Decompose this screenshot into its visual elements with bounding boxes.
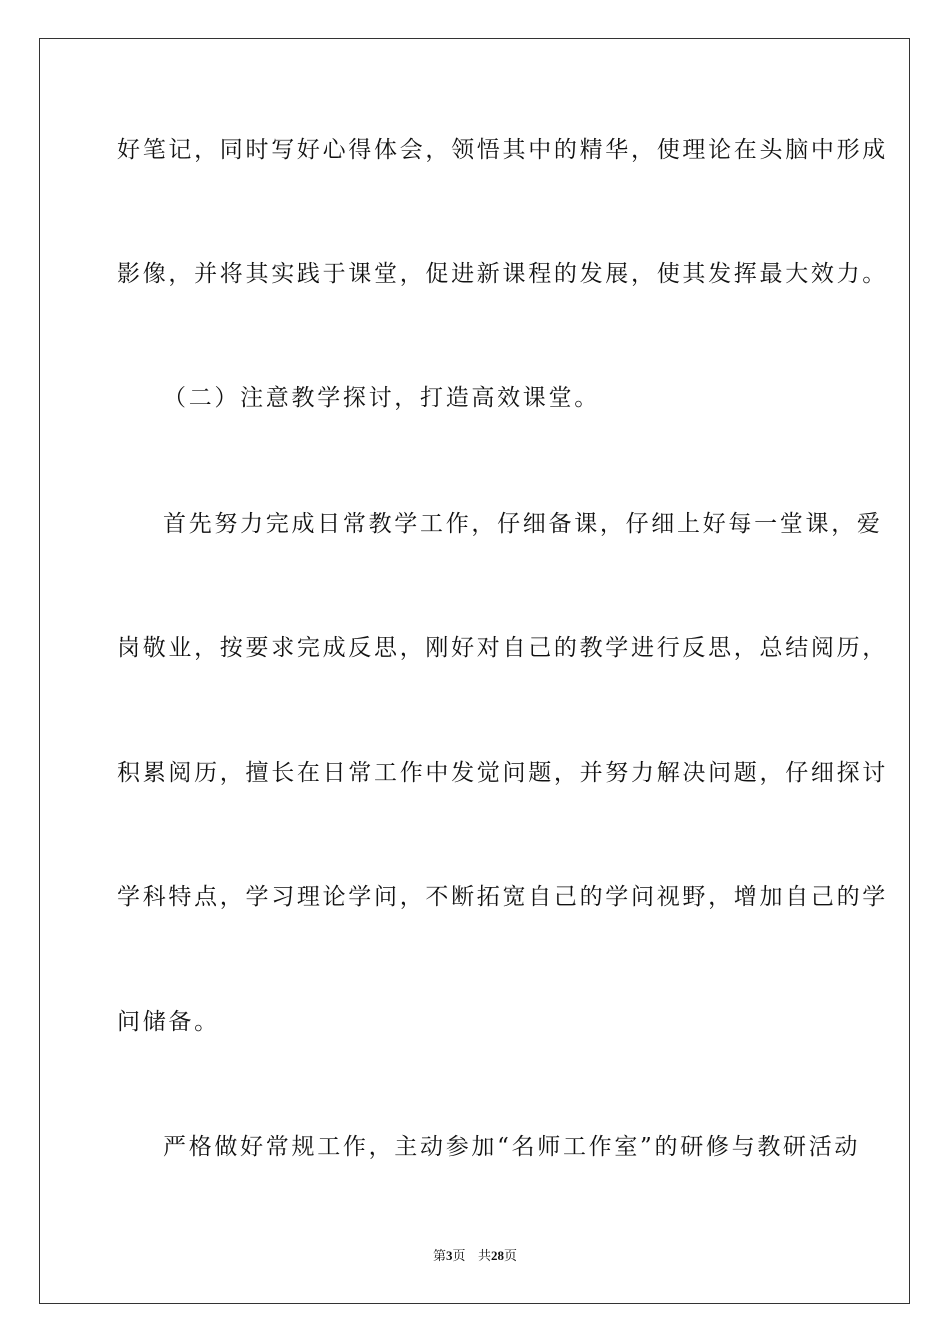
body-text-line-3: 首先努力完成日常教学工作，仔细备课，仔细上好每一堂课，爱	[163, 511, 883, 537]
body-text-line-4: 岗敬业，按要求完成反思，刚好对自己的教学进行反思，总结阅历，	[117, 635, 888, 661]
footer-page-number: 3	[446, 1248, 453, 1263]
footer-total-prefix: 共	[477, 1249, 491, 1264]
section-heading: （二）注意教学探讨，打造高效课堂。	[163, 385, 600, 411]
body-text-line-2: 影像，并将其实践于课堂，促进新课程的发展，使其发挥最大效力。	[117, 261, 888, 287]
footer-page-suffix: 页	[452, 1249, 466, 1264]
body-text-line-7: 问储备。	[117, 1009, 220, 1035]
body-text-line-5: 积累阅历，擅长在日常工作中发觉问题，并努力解决问题，仔细探讨	[117, 760, 888, 786]
footer-page-prefix: 第	[433, 1249, 447, 1264]
body-text-line-8: 严格做好常规工作，主动参加“名师工作室”的研修与教研活动	[163, 1134, 861, 1160]
footer-total-pages: 28	[490, 1248, 504, 1263]
footer-total-suffix: 页	[503, 1249, 517, 1264]
body-text-line-1: 好笔记，同时写好心得体会，领悟其中的精华，使理论在头脑中形成	[117, 137, 888, 163]
body-text-line-6: 学科特点，学习理论学问，不断拓宽自己的学问视野，增加自己的学	[117, 884, 888, 910]
page-border	[39, 38, 910, 1304]
page-footer	[0, 1247, 950, 1266]
